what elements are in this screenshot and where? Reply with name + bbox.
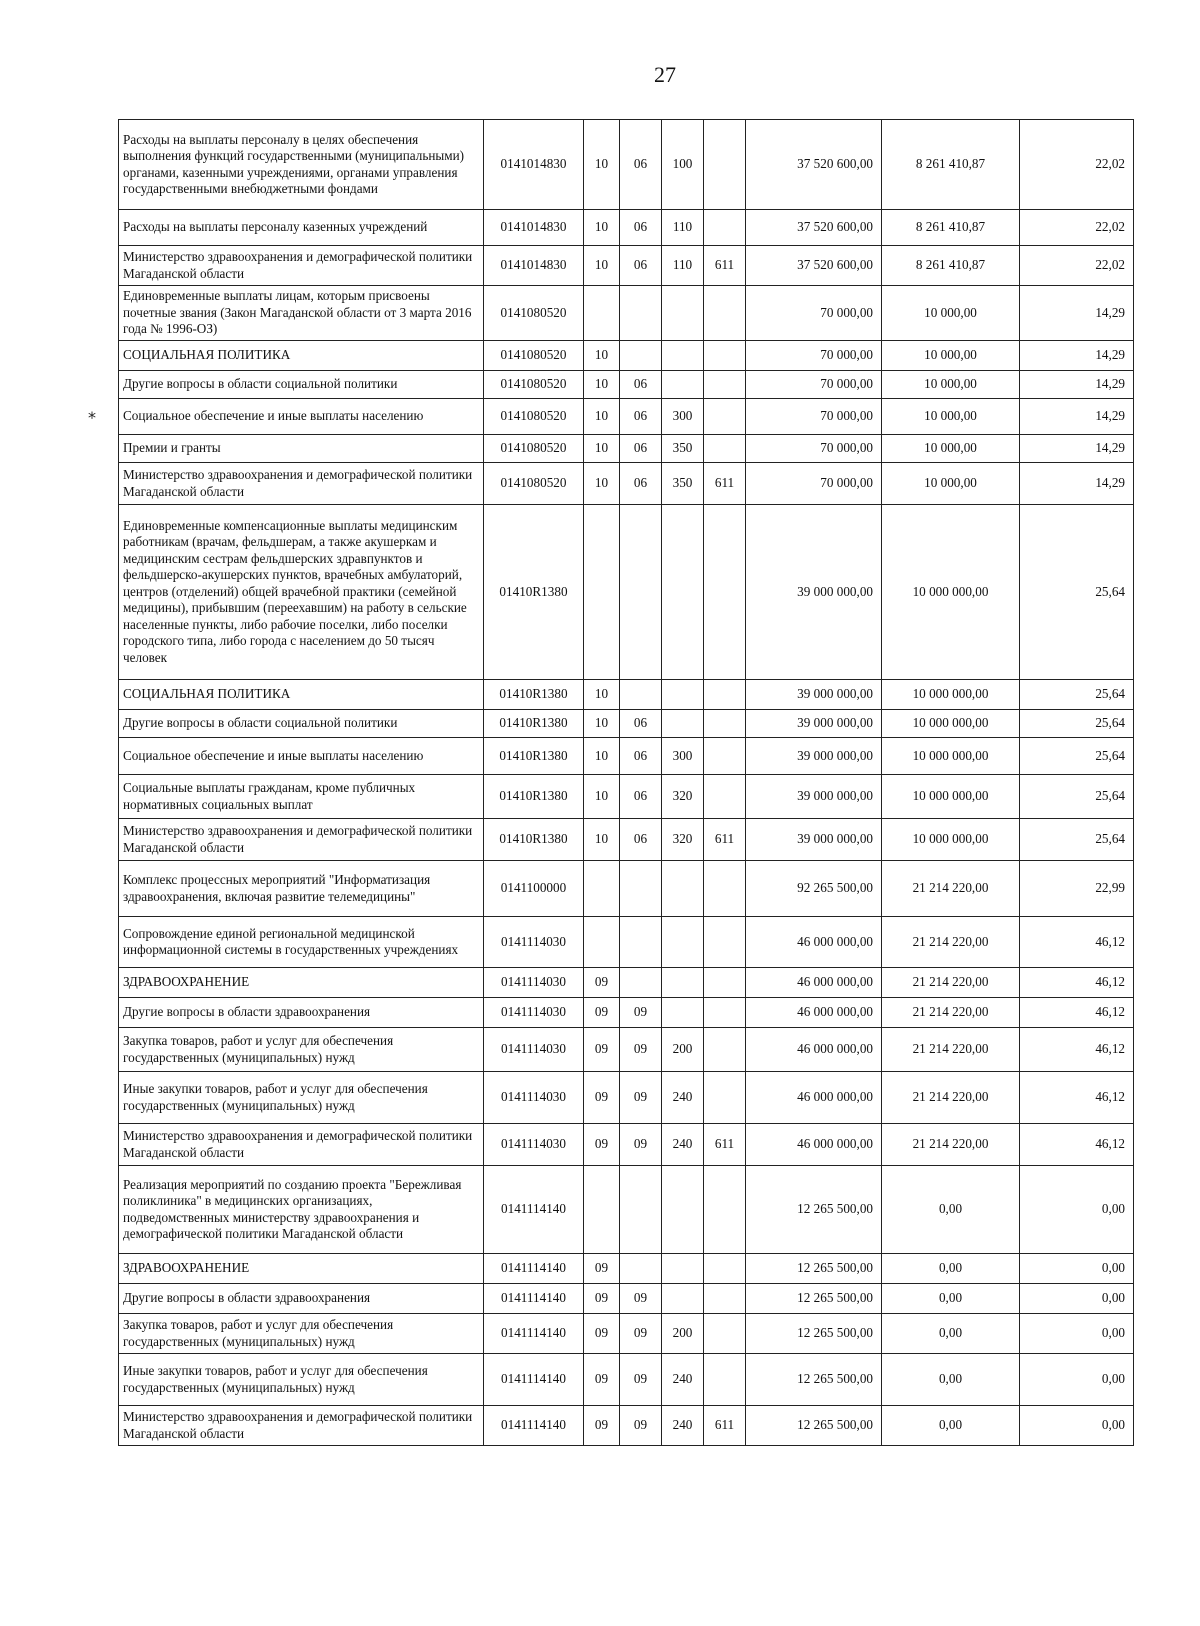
row-subsection: 06 [620, 738, 662, 775]
row-section: 10 [584, 819, 620, 861]
row-description: Закупка товаров, работ и услуг для обеспечения государственных (муниципальных) нужд [119, 1314, 484, 1354]
row-target-code: 0141014830 [484, 120, 584, 210]
row-expense-type: 240 [662, 1124, 704, 1166]
table-row [119, 286, 1134, 341]
table-row [119, 738, 1134, 775]
row-target-code: 0141114030 [484, 1028, 584, 1072]
row-description: Комплекс процессных мероприятий "Информатизация здравоохранения, включая развитие телемедицины" [119, 861, 484, 917]
row-execution-percent: 22,99 [1020, 861, 1134, 917]
table-row [119, 1314, 1134, 1354]
row-expense-type: 300 [662, 399, 704, 435]
row-planned-amount: 12 265 500,00 [746, 1284, 882, 1314]
table-row [119, 1124, 1134, 1166]
row-execution-percent: 25,64 [1020, 680, 1134, 710]
row-subsection: 06 [620, 463, 662, 505]
row-subsection: 06 [620, 710, 662, 738]
row-description: Социальное обеспечение и иные выплаты населению [119, 738, 484, 775]
row-administrator-code [704, 435, 746, 463]
row-administrator-code [704, 1028, 746, 1072]
row-execution-percent: 46,12 [1020, 968, 1134, 998]
row-target-code: 0141114140 [484, 1166, 584, 1254]
row-administrator-code [704, 1284, 746, 1314]
row-executed-amount: 21 214 220,00 [882, 861, 1020, 917]
row-administrator-code [704, 341, 746, 371]
table-row [119, 1284, 1134, 1314]
row-subsection: 06 [620, 819, 662, 861]
row-expense-type: 100 [662, 120, 704, 210]
budget-table [118, 119, 1134, 1446]
row-execution-percent: 0,00 [1020, 1314, 1134, 1354]
table-row [119, 968, 1134, 998]
budget-table-body [119, 120, 1134, 1446]
row-expense-type [662, 1166, 704, 1254]
row-planned-amount: 37 520 600,00 [746, 246, 882, 286]
row-executed-amount: 8 261 410,87 [882, 120, 1020, 210]
row-expense-type [662, 968, 704, 998]
page-number: 27 [654, 62, 676, 87]
row-section: 10 [584, 120, 620, 210]
row-executed-amount: 10 000,00 [882, 371, 1020, 399]
row-execution-percent: 14,29 [1020, 435, 1134, 463]
row-subsection: 09 [620, 1314, 662, 1354]
row-section [584, 917, 620, 968]
table-row [119, 998, 1134, 1028]
row-execution-percent: 22,02 [1020, 210, 1134, 246]
row-expense-type [662, 505, 704, 680]
row-execution-percent: 46,12 [1020, 1072, 1134, 1124]
row-expense-type [662, 286, 704, 341]
row-execution-percent: 14,29 [1020, 463, 1134, 505]
row-target-code: 0141114030 [484, 968, 584, 998]
row-subsection [620, 341, 662, 371]
row-administrator-code [704, 738, 746, 775]
row-target-code: 01410R1380 [484, 710, 584, 738]
row-description: СОЦИАЛЬНАЯ ПОЛИТИКА [119, 680, 484, 710]
row-description: ЗДРАВООХРАНЕНИЕ [119, 968, 484, 998]
row-execution-percent: 0,00 [1020, 1354, 1134, 1406]
row-description: Иные закупки товаров, работ и услуг для обеспечения государственных (муниципальных) нужд [119, 1354, 484, 1406]
row-administrator-code [704, 505, 746, 680]
row-planned-amount: 46 000 000,00 [746, 998, 882, 1028]
row-execution-percent: 46,12 [1020, 1028, 1134, 1072]
row-administrator-code [704, 680, 746, 710]
row-expense-type [662, 1254, 704, 1284]
row-description: Единовременные компенсационные выплаты медицинским работникам (врачам, фельдшерам, а также акушеркам и медицинским сестрам фельдшерских здравпунктов и фельдшерско-акушерских пунктов, врачебных амбулаторий, центров (отделений) общей врачебной практики (семейной медицины), прибывшим (переехавшим) на работу в сельские населенные пункты, либо рабочие поселки, либо поселки городского типа, либо города с населением до 50 тысяч человек [119, 505, 484, 680]
row-description: Единовременные выплаты лицам, которым присвоены почетные звания (Закон Магаданской области от 3 марта 2016 года № 1996-ОЗ) [119, 286, 484, 341]
row-expense-type [662, 1284, 704, 1314]
row-section [584, 505, 620, 680]
row-expense-type [662, 371, 704, 399]
row-section [584, 286, 620, 341]
row-administrator-code [704, 210, 746, 246]
row-subsection: 06 [620, 775, 662, 819]
row-planned-amount: 46 000 000,00 [746, 917, 882, 968]
row-subsection [620, 917, 662, 968]
row-description: Премии и гранты [119, 435, 484, 463]
row-executed-amount: 10 000,00 [882, 435, 1020, 463]
row-administrator-code [704, 710, 746, 738]
row-section: 10 [584, 341, 620, 371]
row-administrator-code [704, 917, 746, 968]
row-executed-amount: 10 000,00 [882, 463, 1020, 505]
row-expense-type: 110 [662, 210, 704, 246]
row-section: 09 [584, 1254, 620, 1284]
row-target-code: 0141114140 [484, 1254, 584, 1284]
table-row [119, 680, 1134, 710]
row-administrator-code [704, 286, 746, 341]
row-target-code: 0141114140 [484, 1354, 584, 1406]
row-description: СОЦИАЛЬНАЯ ПОЛИТИКА [119, 341, 484, 371]
row-description: Другие вопросы в области социальной политики [119, 710, 484, 738]
row-execution-percent: 14,29 [1020, 286, 1134, 341]
margin-mark: * [88, 408, 96, 427]
row-planned-amount: 39 000 000,00 [746, 505, 882, 680]
row-section: 09 [584, 1072, 620, 1124]
row-target-code: 0141080520 [484, 371, 584, 399]
row-section: 09 [584, 1354, 620, 1406]
row-subsection [620, 286, 662, 341]
row-description: Закупка товаров, работ и услуг для обеспечения государственных (муниципальных) нужд [119, 1028, 484, 1072]
row-subsection [620, 861, 662, 917]
row-subsection: 09 [620, 1284, 662, 1314]
row-planned-amount: 70 000,00 [746, 341, 882, 371]
row-description: Социальное обеспечение и иные выплаты населению [119, 399, 484, 435]
row-target-code: 0141080520 [484, 341, 584, 371]
row-target-code: 0141080520 [484, 435, 584, 463]
row-executed-amount: 10 000 000,00 [882, 680, 1020, 710]
table-row [119, 341, 1134, 371]
row-target-code: 0141114140 [484, 1314, 584, 1354]
row-section: 10 [584, 371, 620, 399]
table-row [119, 1072, 1134, 1124]
table-row [119, 775, 1134, 819]
row-executed-amount: 21 214 220,00 [882, 1028, 1020, 1072]
row-section: 10 [584, 210, 620, 246]
row-expense-type [662, 861, 704, 917]
row-expense-type: 320 [662, 819, 704, 861]
table-row [119, 246, 1134, 286]
row-target-code: 01410R1380 [484, 819, 584, 861]
row-planned-amount: 12 265 500,00 [746, 1314, 882, 1354]
row-subsection: 06 [620, 399, 662, 435]
row-target-code: 0141080520 [484, 286, 584, 341]
row-target-code: 0141014830 [484, 246, 584, 286]
row-expense-type: 240 [662, 1072, 704, 1124]
row-subsection: 06 [620, 371, 662, 399]
row-planned-amount: 39 000 000,00 [746, 680, 882, 710]
row-administrator-code: 611 [704, 463, 746, 505]
table-row [119, 120, 1134, 210]
row-execution-percent: 14,29 [1020, 371, 1134, 399]
row-planned-amount: 46 000 000,00 [746, 1072, 882, 1124]
row-planned-amount: 39 000 000,00 [746, 710, 882, 738]
row-target-code: 0141114140 [484, 1406, 584, 1446]
row-execution-percent: 46,12 [1020, 917, 1134, 968]
table-row [119, 1354, 1134, 1406]
row-target-code: 0141114030 [484, 917, 584, 968]
row-administrator-code: 611 [704, 1406, 746, 1446]
row-planned-amount: 92 265 500,00 [746, 861, 882, 917]
row-planned-amount: 46 000 000,00 [746, 1124, 882, 1166]
row-executed-amount: 10 000,00 [882, 341, 1020, 371]
row-expense-type: 350 [662, 463, 704, 505]
row-section: 09 [584, 998, 620, 1028]
row-administrator-code: 611 [704, 819, 746, 861]
row-subsection [620, 680, 662, 710]
row-description: Министерство здравоохранения и демографической политики Магаданской области [119, 463, 484, 505]
row-description: Министерство здравоохранения и демографической политики Магаданской области [119, 819, 484, 861]
table-row [119, 435, 1134, 463]
row-section: 10 [584, 435, 620, 463]
row-administrator-code [704, 1354, 746, 1406]
table-row [119, 917, 1134, 968]
row-subsection [620, 1166, 662, 1254]
row-section [584, 861, 620, 917]
row-expense-type: 320 [662, 775, 704, 819]
row-executed-amount: 21 214 220,00 [882, 998, 1020, 1028]
row-executed-amount: 0,00 [882, 1314, 1020, 1354]
row-subsection: 09 [620, 1124, 662, 1166]
row-administrator-code: 611 [704, 1124, 746, 1166]
row-execution-percent: 14,29 [1020, 341, 1134, 371]
row-executed-amount: 0,00 [882, 1166, 1020, 1254]
row-executed-amount: 0,00 [882, 1406, 1020, 1446]
row-subsection [620, 1254, 662, 1284]
row-execution-percent: 46,12 [1020, 1124, 1134, 1166]
row-administrator-code [704, 775, 746, 819]
row-expense-type [662, 710, 704, 738]
row-execution-percent: 25,64 [1020, 505, 1134, 680]
row-planned-amount: 46 000 000,00 [746, 968, 882, 998]
row-executed-amount: 10 000,00 [882, 399, 1020, 435]
row-subsection [620, 505, 662, 680]
row-description: Социальные выплаты гражданам, кроме публичных нормативных социальных выплат [119, 775, 484, 819]
row-execution-percent: 22,02 [1020, 246, 1134, 286]
row-description: Министерство здравоохранения и демографической политики Магаданской области [119, 1124, 484, 1166]
row-expense-type: 110 [662, 246, 704, 286]
row-executed-amount: 10 000 000,00 [882, 505, 1020, 680]
table-row [119, 819, 1134, 861]
row-description: Иные закупки товаров, работ и услуг для обеспечения государственных (муниципальных) нужд [119, 1072, 484, 1124]
row-subsection [620, 968, 662, 998]
row-target-code: 0141114140 [484, 1284, 584, 1314]
row-expense-type: 200 [662, 1314, 704, 1354]
table-row [119, 1254, 1134, 1284]
row-execution-percent: 25,64 [1020, 738, 1134, 775]
row-section: 09 [584, 1124, 620, 1166]
row-administrator-code: 611 [704, 246, 746, 286]
table-row [119, 505, 1134, 680]
table-row [119, 1406, 1134, 1446]
row-subsection: 09 [620, 1406, 662, 1446]
row-executed-amount: 8 261 410,87 [882, 210, 1020, 246]
row-planned-amount: 70 000,00 [746, 399, 882, 435]
row-planned-amount: 12 265 500,00 [746, 1254, 882, 1284]
row-expense-type [662, 680, 704, 710]
row-expense-type: 240 [662, 1354, 704, 1406]
table-row [119, 210, 1134, 246]
row-subsection: 09 [620, 1354, 662, 1406]
table-row [119, 1028, 1134, 1072]
row-section: 09 [584, 1406, 620, 1446]
row-planned-amount: 39 000 000,00 [746, 775, 882, 819]
row-target-code: 01410R1380 [484, 738, 584, 775]
row-section: 09 [584, 1028, 620, 1072]
row-subsection: 09 [620, 998, 662, 1028]
row-target-code: 0141080520 [484, 463, 584, 505]
row-executed-amount: 21 214 220,00 [882, 917, 1020, 968]
row-planned-amount: 12 265 500,00 [746, 1354, 882, 1406]
row-section: 10 [584, 463, 620, 505]
row-planned-amount: 39 000 000,00 [746, 738, 882, 775]
row-section: 10 [584, 710, 620, 738]
row-planned-amount: 12 265 500,00 [746, 1406, 882, 1446]
row-administrator-code [704, 861, 746, 917]
row-administrator-code [704, 1072, 746, 1124]
row-execution-percent: 0,00 [1020, 1284, 1134, 1314]
row-executed-amount: 0,00 [882, 1354, 1020, 1406]
row-administrator-code [704, 1254, 746, 1284]
row-administrator-code [704, 1166, 746, 1254]
row-section: 09 [584, 968, 620, 998]
row-executed-amount: 10 000 000,00 [882, 775, 1020, 819]
row-execution-percent: 25,64 [1020, 775, 1134, 819]
row-administrator-code [704, 371, 746, 399]
row-target-code: 01410R1380 [484, 680, 584, 710]
row-executed-amount: 21 214 220,00 [882, 1072, 1020, 1124]
row-expense-type: 200 [662, 1028, 704, 1072]
table-row [119, 1166, 1134, 1254]
row-execution-percent: 0,00 [1020, 1406, 1134, 1446]
table-row [119, 371, 1134, 399]
row-target-code: 0141114030 [484, 1072, 584, 1124]
row-description: Министерство здравоохранения и демографической политики Магаданской области [119, 246, 484, 286]
row-section: 10 [584, 680, 620, 710]
row-planned-amount: 70 000,00 [746, 286, 882, 341]
row-subsection: 06 [620, 246, 662, 286]
row-execution-percent: 22,02 [1020, 120, 1134, 210]
row-target-code: 01410R1380 [484, 505, 584, 680]
row-execution-percent: 46,12 [1020, 998, 1134, 1028]
row-section: 10 [584, 399, 620, 435]
row-target-code: 0141100000 [484, 861, 584, 917]
table-row [119, 861, 1134, 917]
row-subsection: 06 [620, 435, 662, 463]
row-executed-amount: 10 000 000,00 [882, 710, 1020, 738]
row-subsection: 06 [620, 210, 662, 246]
row-planned-amount: 12 265 500,00 [746, 1166, 882, 1254]
row-executed-amount: 10 000 000,00 [882, 738, 1020, 775]
row-planned-amount: 39 000 000,00 [746, 819, 882, 861]
row-description: Другие вопросы в области здравоохранения [119, 1284, 484, 1314]
table-row [119, 399, 1134, 435]
row-executed-amount: 21 214 220,00 [882, 1124, 1020, 1166]
row-planned-amount: 37 520 600,00 [746, 210, 882, 246]
row-subsection: 09 [620, 1072, 662, 1124]
row-target-code: 0141080520 [484, 399, 584, 435]
row-subsection: 09 [620, 1028, 662, 1072]
row-description: Министерство здравоохранения и демографической политики Магаданской области [119, 1406, 484, 1446]
row-section [584, 1166, 620, 1254]
row-administrator-code [704, 968, 746, 998]
row-description: Сопровождение единой региональной медицинской информационной системы в государственных учреждениях [119, 917, 484, 968]
row-planned-amount: 70 000,00 [746, 463, 882, 505]
table-row [119, 710, 1134, 738]
row-administrator-code [704, 1314, 746, 1354]
row-target-code: 0141014830 [484, 210, 584, 246]
row-execution-percent: 14,29 [1020, 399, 1134, 435]
row-executed-amount: 10 000,00 [882, 286, 1020, 341]
row-subsection: 06 [620, 120, 662, 210]
row-description: Расходы на выплаты персоналу в целях обеспечения выполнения функций государственными (муниципальными) органами, казенными учреждениями, органами управления государственными внебюджетными фондами [119, 120, 484, 210]
row-expense-type: 300 [662, 738, 704, 775]
row-administrator-code [704, 120, 746, 210]
row-target-code: 0141114030 [484, 998, 584, 1028]
row-section: 10 [584, 246, 620, 286]
row-section: 10 [584, 775, 620, 819]
row-description: ЗДРАВООХРАНЕНИЕ [119, 1254, 484, 1284]
row-description: Другие вопросы в области здравоохранения [119, 998, 484, 1028]
row-executed-amount: 0,00 [882, 1254, 1020, 1284]
row-section: 10 [584, 738, 620, 775]
row-description: Другие вопросы в области социальной политики [119, 371, 484, 399]
row-planned-amount: 70 000,00 [746, 435, 882, 463]
row-expense-type: 240 [662, 1406, 704, 1446]
row-planned-amount: 37 520 600,00 [746, 120, 882, 210]
row-expense-type: 350 [662, 435, 704, 463]
row-description: Реализация мероприятий по созданию проекта "Бережливая поликлиника" в медицинских организациях, подведомственных министерству здравоохранения и демографической политики Магаданской области [119, 1166, 484, 1254]
row-executed-amount: 0,00 [882, 1284, 1020, 1314]
row-description: Расходы на выплаты персоналу казенных учреждений [119, 210, 484, 246]
row-execution-percent: 25,64 [1020, 819, 1134, 861]
row-target-code: 0141114030 [484, 1124, 584, 1166]
row-expense-type [662, 917, 704, 968]
table-row [119, 463, 1134, 505]
row-expense-type [662, 998, 704, 1028]
row-execution-percent: 0,00 [1020, 1254, 1134, 1284]
row-planned-amount: 70 000,00 [746, 371, 882, 399]
row-execution-percent: 0,00 [1020, 1166, 1134, 1254]
row-administrator-code [704, 399, 746, 435]
row-section: 09 [584, 1284, 620, 1314]
row-executed-amount: 21 214 220,00 [882, 968, 1020, 998]
row-executed-amount: 8 261 410,87 [882, 246, 1020, 286]
row-planned-amount: 46 000 000,00 [746, 1028, 882, 1072]
row-expense-type [662, 341, 704, 371]
row-section: 09 [584, 1314, 620, 1354]
row-execution-percent: 25,64 [1020, 710, 1134, 738]
row-target-code: 01410R1380 [484, 775, 584, 819]
row-executed-amount: 10 000 000,00 [882, 819, 1020, 861]
row-administrator-code [704, 998, 746, 1028]
